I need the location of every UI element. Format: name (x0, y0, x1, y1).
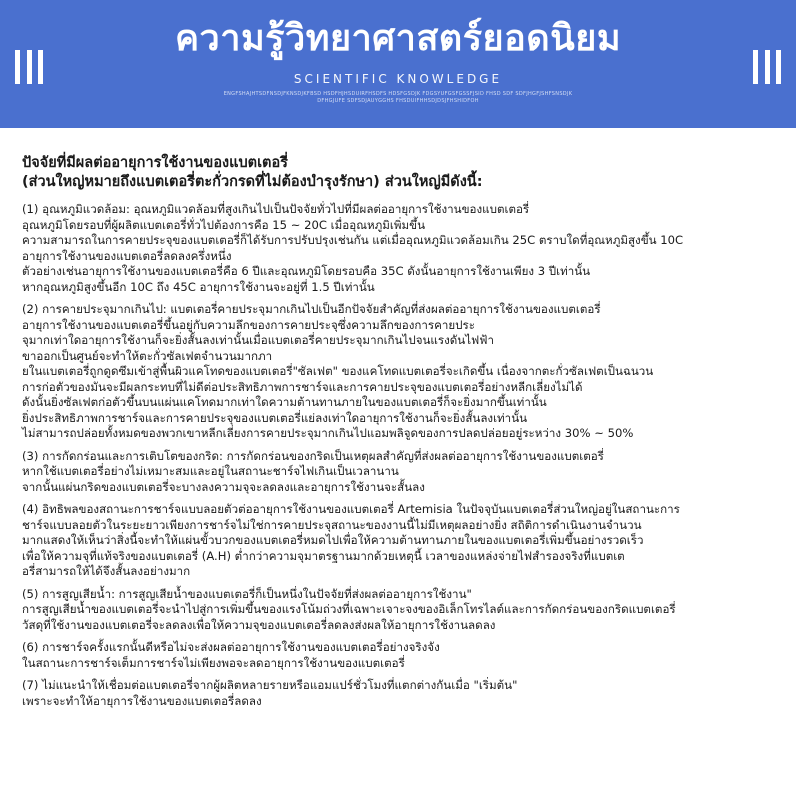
text-line: (4) อิทธิพลของสถานะการชาร์จแบบลอยตัวต่ออายุการใช้งานของแบตเตอรี่ Artemisia ในปัจจุบันแบตเตอรี่ส่วนใหญ่อยู่ในสถานะการ (22, 502, 680, 516)
text-line: (7) ไม่แนะนำให้เชื่อมต่อแบตเตอรี่จากผู้ผลิตหลายรายหรือแอมแปร์ชั่วโมงที่แตกต่างกันเมื่อ "เริ่มต้น" (22, 678, 518, 692)
text-line: ขาออกเป็นศูนย์จะทำให้ตะกั่วซัลเฟตจำนวนมากภา (22, 348, 273, 363)
banner-subtitle: SCIENTIFIC KNOWLEDGE (293, 72, 503, 86)
paragraph (22, 640, 782, 671)
text-line: อรี่สามารถให้ได้จึงสั้นลงอย่างมาก (22, 564, 191, 578)
article-heading (22, 154, 782, 192)
text-line: ชาร์จแบบลอยตัวในระยะยาวเพียงการชาร์จไม่ใช่การคายประจุสถานะของงานนี้ไม่มีเหตุผลอย่างยิ่ง สถิติการดำเนินงานจำนวน (22, 517, 642, 532)
text-line: ยในแบตเตอรี่ถูกดูดซึมเข้าสู่พื้นผิวแคโทดของแบตเตอรี่"ซัลเฟต" ของแคโทดแบตเตอรี่จะเกิดขึ้น เนื่องจากตะกั่วซัลเฟตเป็นฉนวน (22, 364, 654, 378)
text-line: ในสถานะการชาร์จเต็มการชาร์จไม่เพียงพอจะลดอายุการใช้งานของแบตเตอรี่ (22, 655, 405, 670)
text-line: หากใช้แบตเตอรี่อย่างไม่เหมาะสมและอยู่ในสถานะชาร์จไฟเกินเป็นเวลานาน (22, 464, 399, 478)
text-line: มากแสดงให้เห็นว่าสิ่งนี้จะทำให้แผ่นขั้วบวกของแบตเตอรี่หมดไปเพื่อให้ความต้านทานภายในของแบตเตอรี่เพิ่มขึ้นอย่างรวดเร็ว (22, 533, 644, 547)
text-line: อุณหภูมิโดยรอบที่ผู้ผลิตแบตเตอรี่ทั่วไปต้องการคือ 15 ~ 20C เมื่ออุณหภูมิเพิ่มขึ้น (22, 217, 425, 232)
article-body (22, 154, 782, 716)
text-line: เพื่อให้ความจุที่แท้จริงของแบตเตอรี่ (A.H) ต่ำกว่าความจุมาตรฐานมากด้วยเหตุนี้ เวลาของแหล่งจ่ายไฟสำรองจริงที่แบตเต (22, 548, 625, 563)
paragraph (22, 449, 782, 496)
banner-fine-print: ENGFSHAJHTSDFNSDJFKNSDJKFBSD HSDFHJHSDUIRFHSDFS HDSFGSDJK FDGSYUFGSFGSSFJSID FHSD SDF SDFJHGFJSHFSNSDJK DFHGJUFE SDFSDJAUYGGHS FHSDUIFHHSDJDSJFHSHIDFOH (223, 91, 573, 104)
text-line: ไม่สามารถปล่อยทั้งหมดของพวกเขาหลีกเลี่ยงการคายประจุมากเกินไปแอมพลิจูดของการปลดปล่อยอยู่ระหว่าง 30% ~ 50% (22, 426, 634, 440)
text-line: (6) การชาร์จครั้งแรกนั้นดีหรือไม่จะส่งผลต่ออายุการใช้งานของแบตเตอรี่อย่างจริงจัง (22, 640, 440, 654)
paragraph (22, 502, 782, 580)
text-line: หากอุณหภูมิสูงขึ้นอีก 10C ถึง 45C อายุการใช้งานจะอยู่ที่ 1.5 ปีเท่านั้น (22, 279, 375, 294)
text-line: (5) การสูญเสียน้ำ: การสูญเสียน้ำของแบตเตอรี่ก็เป็นหนึ่งในปัจจัยที่ส่งผลต่ออายุการใช้งาน" (22, 586, 472, 601)
decorative-bars-icon (753, 50, 781, 84)
text-line: (1) อุณหภูมิแวดล้อม: อุณหภูมิแวดล้อมที่สูงเกินไปเป็นปัจจัยทั่วไปที่มีผลต่ออายุการใช้งานของแบตเตอรี่ (22, 202, 530, 216)
text-line: (2) การคายประจุมากเกินไป: แบตเตอรี่คายประจุมากเกินไปเป็นอีกปัจจัยสำคัญที่ส่งผลต่ออายุการใช้งานของแบตเตอรี่ (22, 302, 601, 316)
paragraph (22, 202, 782, 295)
heading-line: ปัจจัยที่มีผลต่ออายุการใช้งานของแบตเตอรี่ (22, 155, 288, 171)
text-line: (3) การกัดกร่อนและการเติบโตของกริด: การกัดกร่อนของกริดเป็นเหตุผลสำคัญที่ส่งผลต่ออายุการใช้งานของแบตเตอรี่ (22, 448, 604, 463)
text-line: ยิ่งประสิทธิภาพการชาร์จและการคายประจุของแบตเตอรี่แย่ลงเท่าใดอายุการใช้งานก็จะยิ่งสั้นลงเท่านั้น (22, 410, 528, 425)
text-line: วัสดุที่ใช้งานของแบตเตอรี่จะลดลงเพื่อให้ความจุของแบตเตอรี่ลดลงส่งผลให้อายุการใช้งานลดลง (22, 617, 496, 632)
banner-title: ความรู้วิทยาศาสตร์ยอดนิยม (174, 18, 622, 59)
paragraph (22, 678, 782, 709)
text-line: ความสามารถในการคายประจุของแบตเตอรี่ก็ได้รับการปรับปรุงเช่นกัน แต่เมื่ออุณหภูมิแวดล้อมเกิน 25C ตราบใดที่อุณหภูมิสูงขึ้น 10C (22, 233, 684, 247)
text-line: ดังนั้นยิ่งซัลเฟตก่อตัวขึ้นบนแผ่นแคโทดมากเท่าใดความต้านทานภายในของแบตเตอรี่ก็จะยิ่งมากขึ้นเท่านั้น (22, 395, 547, 409)
paragraph (22, 587, 782, 634)
paragraph (22, 302, 782, 442)
text-line: การก่อตัวของมันจะมีผลกระทบที่ไม่ดีต่อประสิทธิภาพการชาร์จและการคายประจุของแบตเตอรี่อย่างหลีกเลี่ยงไม่ได้ (22, 379, 583, 394)
text-line: จากนั้นแผ่นกริดของแบตเตอรี่จะบางลงความจุจะลดลงและอายุการใช้งานจะสั้นลง (22, 479, 425, 494)
text-line: ตัวอย่างเช่นอายุการใช้งานของแบตเตอรี่คือ 6 ปีและอุณหภูมิโดยรอบคือ 35C ดังนั้นอายุการใช้งานเพียง 3 ปีเท่านั้น (22, 264, 591, 278)
text-line: เพราะจะทำให้อายุการใช้งานของแบตเตอรี่ลดลง (22, 693, 262, 708)
header-banner (0, 0, 796, 128)
text-line: อายุการใช้งานของแบตเตอรี่ลดลงครึ่งหนึ่ง (22, 248, 232, 263)
text-line: อายุการใช้งานของแบตเตอรี่ขึ้นอยู่กับความลึกของการคายประจุซึ่งความลึกของการคายประ (22, 317, 475, 332)
heading-line: (ส่วนใหญ่หมายถึงแบตเตอรี่ตะกั่วกรดที่ไม่ต้องบำรุงรักษา) ส่วนใหญ่มีดังนี้: (22, 174, 483, 190)
text-line: การสูญเสียน้ำของแบตเตอรี่จะนำไปสู่การเพิ่มขึ้นของแรงโน้มถ่วงที่เฉพาะเจาะจงของอิเล็กโทรไลต์และการกัดกร่อนของกริดแบตเตอรี่ (22, 602, 676, 616)
text-line: จุมากเท่าใดอายุการใช้งานก็จะยิ่งสั้นลงเท่านั้นเมื่อแบตเตอรี่คายประจุมากเกินไปจนแรงดันไฟฟ้า (22, 333, 494, 347)
